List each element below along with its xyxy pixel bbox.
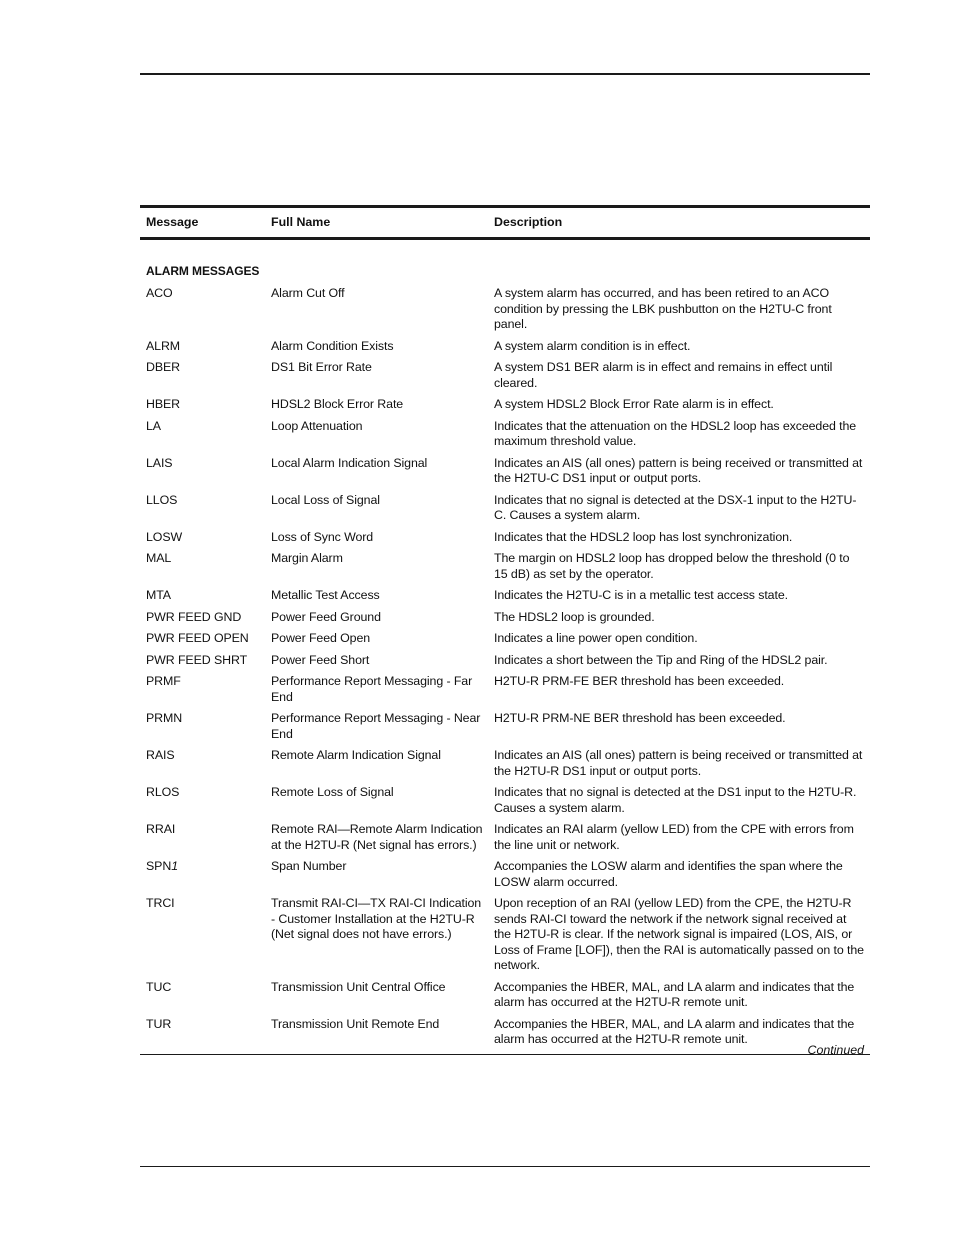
message-cell <box>140 284 265 337</box>
message-code: TUR <box>146 1016 172 1031</box>
description-cell: H2TU-R PRM-NE BER threshold has been exceeded. <box>494 711 786 725</box>
message-code: PRMN <box>146 711 183 725</box>
full-name-cell: Transmission Unit Remote End <box>265 1015 487 1055</box>
table-row <box>140 586 870 608</box>
full-name-cell: Loss of Sync Word <box>271 529 374 544</box>
header-description: Description <box>487 207 870 239</box>
message-cell <box>140 549 265 586</box>
message-code: LOSW <box>146 529 183 544</box>
message-cell <box>140 783 265 820</box>
table-row <box>140 672 870 709</box>
continued-label: Continued <box>807 1043 864 1057</box>
message-cell <box>140 978 265 1015</box>
message-cell <box>140 820 265 857</box>
full-name-cell: Loop Attenuation <box>271 418 363 433</box>
full-name-cell: Power Feed Short <box>271 652 370 667</box>
alarm-messages-table <box>140 205 870 1055</box>
message-code: MTA <box>146 588 171 602</box>
full-name-cell: Local Alarm Indication Signal <box>271 455 428 470</box>
description-cell: Indicates that no signal is detected at the DS1 input to the H2TU-R. Causes a system alarm. <box>494 785 857 815</box>
message-code-suffix: 1 <box>171 859 178 873</box>
full-name-cell: Remote Loss of Signal <box>271 785 394 799</box>
description-cell: Indicates an AIS (all ones) pattern is being received or transmitted at the H2TU-C DS1 input or output ports. <box>494 455 863 485</box>
bottom-rule <box>140 1166 870 1167</box>
description-cell: Indicates that the HDSL2 loop has lost synchronization. <box>494 529 793 544</box>
full-name-cell: Performance Report Messaging - Far End <box>271 674 473 704</box>
full-name-cell: Transmission Unit Central Office <box>271 979 446 994</box>
description-cell: Accompanies the HBER, MAL, and LA alarm and indicates that the alarm has occurred at the H2TU-R remote unit. <box>494 979 855 1009</box>
top-rule <box>140 73 870 75</box>
message-cell <box>140 629 265 651</box>
table-row <box>140 549 870 586</box>
message-cell <box>140 417 265 454</box>
message-cell <box>140 528 265 550</box>
message-cell <box>140 857 265 894</box>
table-row <box>140 820 870 857</box>
table-row <box>140 651 870 673</box>
message-code: TUC <box>146 979 172 994</box>
table-row <box>140 894 870 978</box>
message-code: SPN <box>146 859 172 873</box>
description-cell: Upon reception of an RAI (yellow LED) from the CPE, the H2TU-R sends RAI-CI toward the network if the network signal received at the H2TU-R is clear. If the network signal is impaired (LOS, AIS, or Loss of Frame [LOF]), then the RAI is automatically passed on to the network. <box>494 896 864 972</box>
message-cell <box>140 894 265 978</box>
full-name-cell: Local Loss of Signal <box>271 492 380 507</box>
message-cell <box>140 454 265 491</box>
message-cell <box>140 746 265 783</box>
full-name-cell: Span Number <box>271 859 347 873</box>
description-cell: Accompanies the HBER, MAL, and LA alarm and indicates that the alarm has occurred at the H2TU-R remote unit. <box>487 1015 870 1055</box>
message-code: PRMF <box>146 674 181 688</box>
message-cell <box>140 651 265 673</box>
description-cell: Indicates the H2TU-C is in a metallic test access state. <box>494 588 788 602</box>
description-cell: Indicates that the attenuation on the HDSL2 loop has exceeded the maximum threshold value. <box>494 418 857 448</box>
message-code: PWR FEED GND <box>146 609 242 624</box>
table-row <box>140 629 870 651</box>
table-row <box>140 746 870 783</box>
message-code: HBER <box>146 397 181 411</box>
table-row <box>140 395 870 417</box>
table-row <box>140 454 870 491</box>
description-cell: Indicates a short between the Tip and Ring of the HDSL2 pair. <box>494 652 828 667</box>
message-code: RRAI <box>146 822 176 836</box>
description-cell: A system alarm has occurred, and has been retired to an ACO condition by pressing the LBK pushbutton on the H2TU-C front panel. <box>494 286 832 331</box>
message-cell <box>140 395 265 417</box>
full-name-cell: Power Feed Ground <box>271 609 381 624</box>
full-name-cell: Remote Alarm Indication Signal <box>271 748 441 762</box>
message-cell <box>140 337 265 359</box>
header-message: Message <box>140 207 265 239</box>
table-row <box>140 417 870 454</box>
message-cell <box>140 491 265 528</box>
message-code: ACO <box>146 286 173 300</box>
table-header-row <box>140 207 870 239</box>
table-row <box>140 857 870 894</box>
message-code: LLOS <box>146 492 178 507</box>
full-name-cell: Power Feed Open <box>271 631 371 645</box>
message-code: TRCI <box>146 896 175 910</box>
section-title: ALARM MESSAGES <box>146 263 260 278</box>
full-name-cell: Margin Alarm <box>271 551 343 565</box>
table-row <box>140 528 870 550</box>
full-name-cell: HDSL2 Block Error Rate <box>271 397 404 411</box>
description-cell: The HDSL2 loop is grounded. <box>494 609 655 624</box>
message-cell <box>140 586 265 608</box>
message-code: PWR FEED OPEN <box>146 631 249 645</box>
full-name-cell: Alarm Condition Exists <box>271 338 394 353</box>
description-cell: Accompanies the LOSW alarm and identifies the span where the LOSW alarm occurred. <box>494 859 843 889</box>
full-name-cell: Performance Report Messaging - Near End <box>271 711 481 741</box>
description-cell: The margin on HDSL2 loop has dropped below the threshold (0 to 15 dB) as set by the operator. <box>494 551 850 581</box>
message-code: ALRM <box>146 338 181 353</box>
description-cell: A system DS1 BER alarm is in effect and remains in effect until cleared. <box>494 360 833 390</box>
full-name-cell: Alarm Cut Off <box>271 286 345 300</box>
alarm-messages-table-container <box>140 205 870 1055</box>
description-cell: Indicates that no signal is detected at the DSX-1 input to the H2TU-C. Causes a system alarm. <box>494 492 857 522</box>
message-code: DBER <box>146 360 181 374</box>
description-cell: Indicates an AIS (all ones) pattern is being received or transmitted at the H2TU-R DS1 input or output ports. <box>494 748 863 778</box>
message-code: LAIS <box>146 455 173 470</box>
full-name-cell: Remote RAI—Remote Alarm Indication at the H2TU-R (Net signal has errors.) <box>271 822 483 852</box>
message-code: RAIS <box>146 748 175 762</box>
description-cell: Indicates a line power open condition. <box>494 631 698 645</box>
description-cell: Indicates an RAI alarm (yellow LED) from the CPE with errors from the line unit or network. <box>494 822 854 852</box>
message-cell <box>140 608 265 630</box>
table-row <box>140 783 870 820</box>
table-row <box>140 709 870 746</box>
message-code: PWR FEED SHRT <box>146 652 248 667</box>
message-cell <box>140 358 265 395</box>
table-row <box>140 608 870 630</box>
message-code: LA <box>146 418 161 433</box>
full-name-cell: DS1 Bit Error Rate <box>271 360 372 374</box>
description-cell: A system alarm condition is in effect. <box>494 338 691 353</box>
table-row <box>140 337 870 359</box>
description-cell: H2TU-R PRM-FE BER threshold has been exceeded. <box>494 674 785 688</box>
table-row <box>140 284 870 337</box>
description-cell: A system HDSL2 Block Error Rate alarm is in effect. <box>494 397 774 411</box>
full-name-cell: Transmit RAI-CI—TX RAI-CI Indication - Customer Installation at the H2TU-R (Net signal does not have errors.) <box>271 896 482 941</box>
message-cell <box>140 709 265 746</box>
table-row <box>140 978 870 1015</box>
full-name-cell: Metallic Test Access <box>271 588 380 602</box>
message-cell <box>140 672 265 709</box>
message-code: RLOS <box>146 785 180 799</box>
section-row <box>140 238 870 284</box>
message-code: MAL <box>146 551 172 565</box>
header-full-name: Full Name <box>265 207 487 239</box>
table-row <box>140 491 870 528</box>
table-row <box>140 358 870 395</box>
